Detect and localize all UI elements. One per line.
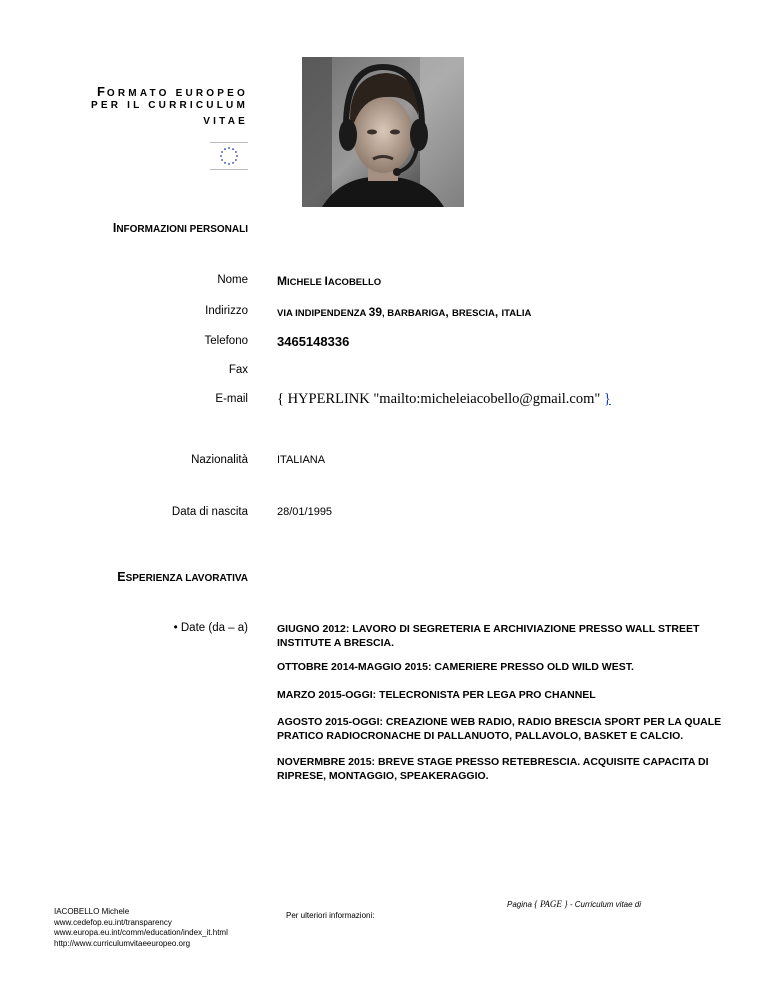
footer-link-cv-site[interactable]: http://www.curriculumvitaeeuropeo.org	[54, 938, 191, 948]
cv-title-line-1	[97, 84, 248, 99]
cv-title-line-3: VITAE	[203, 116, 248, 127]
title-initial: F	[96, 84, 107, 99]
profile-photo	[302, 57, 464, 207]
nationality-label: Nazionalità	[191, 454, 248, 466]
footer-author: IACOBELLO Michele	[54, 907, 130, 916]
eu-stars-icon	[210, 143, 248, 169]
cv-title-line-2: PER IL CURRICULUM	[91, 100, 248, 111]
footer-link-cedefop[interactable]: www.cedefop.eu.int/transparency	[54, 917, 172, 927]
section-work-experience: ESPERIENZA LAVORATIVA	[117, 570, 248, 584]
footer-link-europa[interactable]: www.europa.eu.int/comm/education/index_it.html	[54, 928, 228, 937]
birth-date-value: 28/01/1995	[277, 506, 333, 518]
work-entry: NOVERMBRE 2015: BREVE STAGE PRESSO RETEBRESCIA. ACQUISITE CAPACITA DI RIPRESE, MONTAGGIO, SPEAKERAGGIO.	[277, 756, 709, 782]
work-entry: AGOSTO 2015-OGGI: CREAZIONE WEB RADIO, RADIO BRESCIA SPORT PER LA QUALE PRATICO RADIOCRONACHE DI PALLANUOTO, PALLAVOLO, BASKET E CALCIO.	[277, 716, 722, 742]
work-entry: OTTOBRE 2014-MAGGIO 2015: CAMERIERE PRESSO OLD WILD WEST.	[277, 661, 634, 673]
footer-more-info: Per ulteriori informazioni:	[286, 911, 375, 920]
title-rest: ORMATO EUROPEO	[106, 88, 248, 99]
work-entry: GIUGNO 2012: LAVORO DI SEGRETERIA E ARCHIVIAZIONE PRESSO WALL STREET INSTITUTE A BRESCIA.	[277, 623, 700, 649]
email-hyperlink[interactable]: { HYPERLINK "mailto:micheleiacobello@gmail.com" }	[277, 391, 611, 407]
phone-label: Telefono	[204, 335, 248, 347]
footer-page-info: Pagina { PAGE } - Curriculum vitae di	[507, 899, 642, 909]
email-label: E-mail	[215, 393, 248, 405]
work-entry: MARZO 2015-OGGI: TELECRONISTA PER LEGA PRO CHANNEL	[277, 689, 596, 701]
eu-flag-icon	[210, 142, 248, 170]
nationality-value: ITALIANA	[277, 454, 326, 466]
name-label: Nome	[217, 274, 248, 286]
name-value: MICHELE IACOBELLO	[277, 274, 382, 288]
phone-value: 3465148336	[277, 334, 350, 349]
field-close-brace: }	[603, 391, 611, 407]
section-personal-info: INFORMAZIONI PERSONALI	[112, 221, 248, 235]
page-field-code: { PAGE }	[534, 899, 568, 909]
dates-label: • Date (da – a)	[173, 622, 248, 634]
fax-label: Fax	[228, 364, 248, 376]
birth-date-label: Data di nascita	[171, 506, 248, 518]
footer-left	[54, 907, 228, 949]
address-value: VIA INDIPENDENZA 39, BARBARIGA, BRESCIA, ITALIA	[277, 305, 532, 319]
address-label: Indirizzo	[205, 305, 248, 317]
